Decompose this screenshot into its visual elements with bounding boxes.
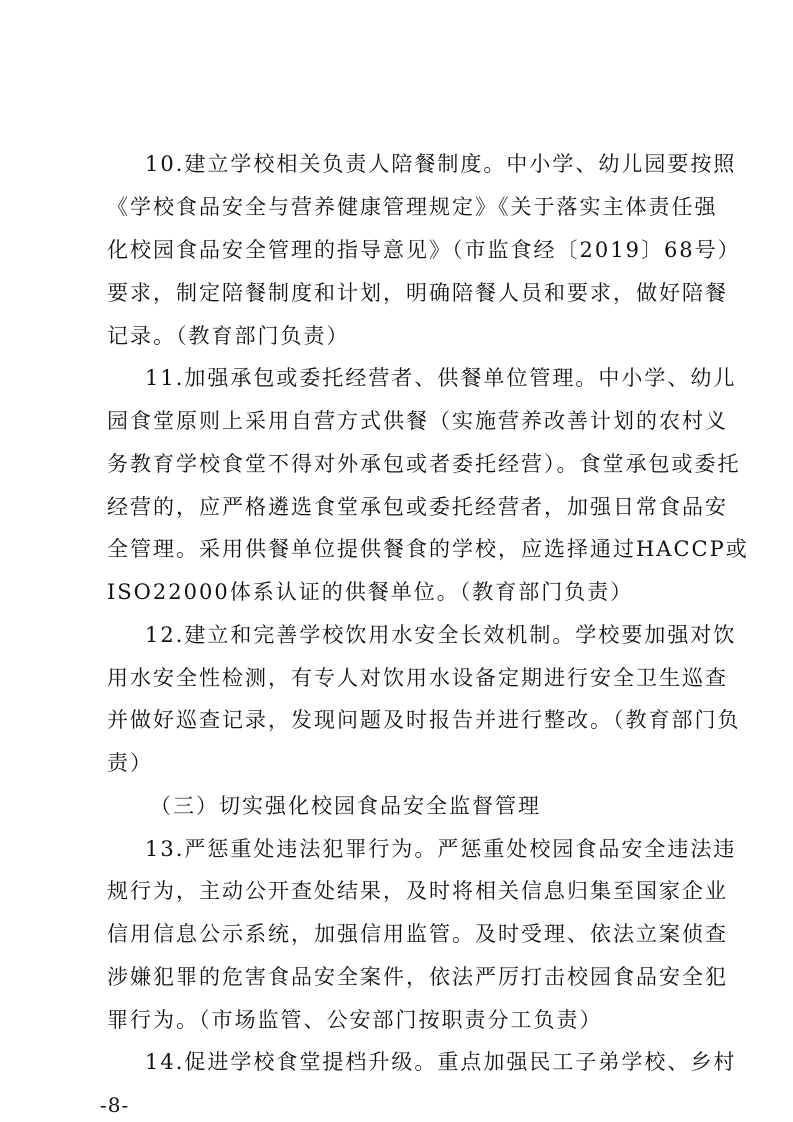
item-12-line-3: 并做好巡查记录，发现问题及时报告并进行整改。（教育部门负: [107, 708, 741, 732]
item-13-line-5: 罪行为。（市场监管、公安部门按职责分工负责）: [107, 1008, 603, 1032]
item-10-line-4: 要求，制定陪餐制度和计划，明确陪餐人员和要求，做好陪餐: [107, 281, 728, 305]
item-10-line-5: 记录。（教育部门负责）: [107, 324, 350, 348]
section-heading: （三）切实强化校园食品安全监督管理: [150, 794, 541, 818]
page-number: -8-: [100, 1093, 130, 1117]
item-11-line-2: 园食堂原则上采用自营方式供餐（实施营养改善计划的农村义: [107, 409, 728, 433]
item-13-line-2: 规行为，主动公开查处结果，及时将相关信息归集至国家企业: [107, 879, 728, 903]
item-13-line-4: 涉嫌犯罪的危害食品安全案件，依法严厉打击校园食品安全犯: [107, 965, 728, 989]
item-10-line-1: 10.建立学校相关负责人陪餐制度。中小学、幼儿园要按照: [145, 152, 737, 176]
item-11-line-1: 11.加强承包或委托经营者、供餐单位管理。中小学、幼儿: [145, 366, 737, 390]
item-11-line-4: 经营的，应严格遴选食堂承包或委托经营者，加强日常食品安: [107, 495, 728, 519]
item-12-line-4: 责）: [107, 751, 153, 775]
item-11-line-6: ISO22000体系认证的供餐单位。（教育部门负责）: [107, 580, 634, 604]
item-10-line-2: 《学校食品安全与营养健康管理规定》《关于落实主体责任强: [107, 195, 718, 219]
item-12-line-1: 12.建立和完善学校饮用水安全长效机制。学校要加强对饮: [145, 623, 737, 647]
item-13-line-1: 13.严惩重处违法犯罪行为。严惩重处校园食品安全违法违: [145, 837, 737, 861]
item-14-line-1: 14.促进学校食堂提档升级。重点加强民工子弟学校、乡村: [145, 1050, 737, 1074]
item-11-line-5: 全管理。采用供餐单位提供餐食的学校，应选择通过HACCP或: [107, 537, 749, 561]
item-13-line-3: 信用信息公示系统，加强信用监管。及时受理、依法立案侦查: [107, 922, 728, 946]
item-12-line-2: 用水安全性检测，有专人对饮用水设备定期进行安全卫生巡查: [107, 666, 728, 690]
item-10-line-3: 化校园食品安全管理的指导意见》（市监食经〔2019〕68号）: [107, 238, 741, 262]
item-11-line-3: 务教育学校食堂不得对外承包或者委托经营）。食堂承包或委托: [107, 452, 741, 476]
